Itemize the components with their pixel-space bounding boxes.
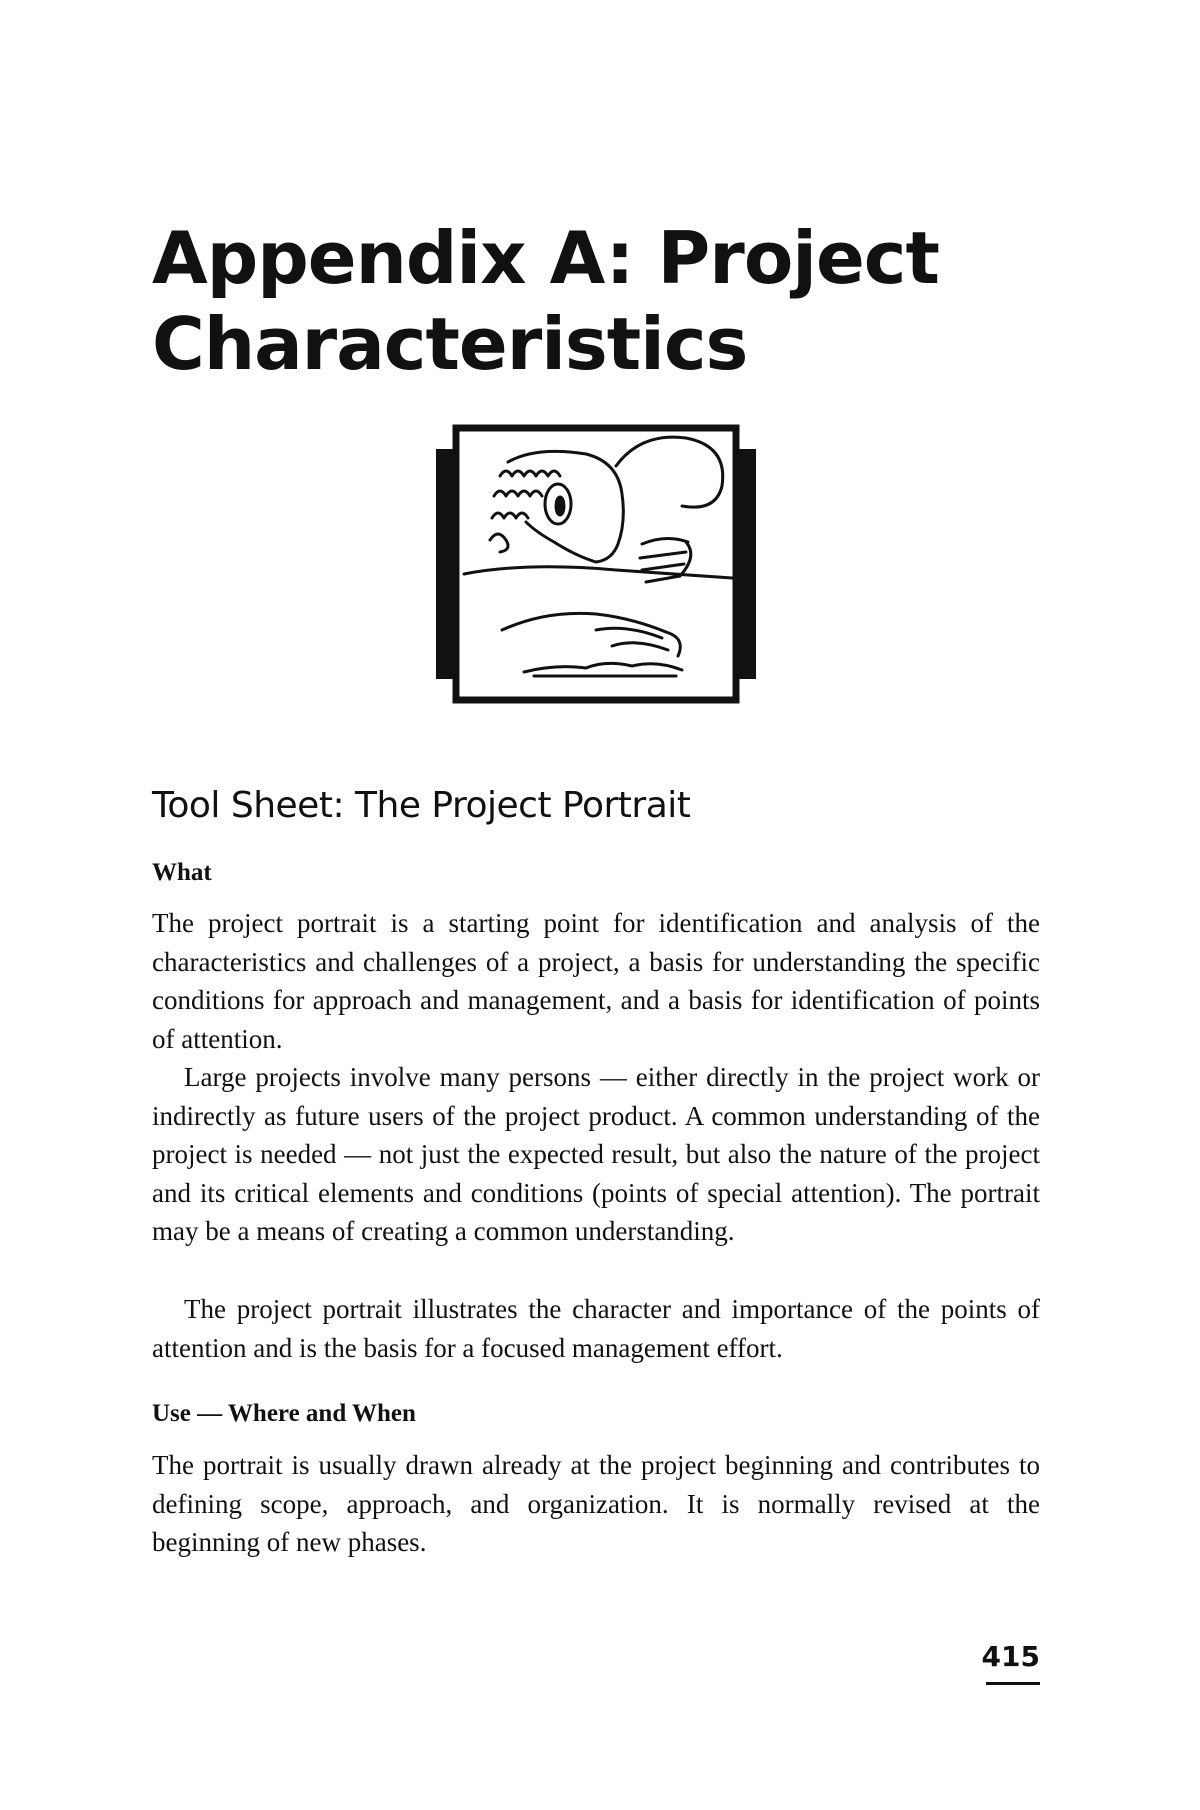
what-paragraph-1: The project portrait is a starting point for identification and analysis of the characteristics and challenges of a project, a basis for understanding the specific conditions for approach and management, and a basis for identification of points of attention. [152, 908, 1040, 1054]
sleeping-person-illustration-icon [436, 424, 756, 704]
page-number-rule [986, 1682, 1040, 1685]
section-title: Tool Sheet: The Project Portrait [152, 785, 691, 826]
chapter-title-line-1: Appendix A: Project [152, 216, 939, 300]
use-heading: Use — Where and When [152, 1400, 416, 1427]
book-page [152, 0, 1040, 1810]
what-heading: What [152, 859, 212, 886]
chapter-title-line-2: Characteristics [152, 302, 748, 386]
what-paragraph-3: The project portrait illustrates the character and importance of the points of attention and is the basis for a focused management effort. [152, 1294, 1040, 1363]
page-number: 415 [981, 1640, 1040, 1673]
chapter-title [152, 215, 1040, 387]
what-paragraph-2: Large projects involve many persons — either directly in the project work or indirectly as future users of the project product. A common understanding of the project is needed — not just the expected result, but also the nature of the project and its critical elements and conditions (points of special attention). The portrait may be a means of creating a common understanding. [152, 1062, 1040, 1246]
use-paragraph-1: The portrait is usually drawn already at the project beginning and contributes to defining scope, approach, and organization. It is normally revised at the beginning of new phases. [152, 1450, 1040, 1557]
